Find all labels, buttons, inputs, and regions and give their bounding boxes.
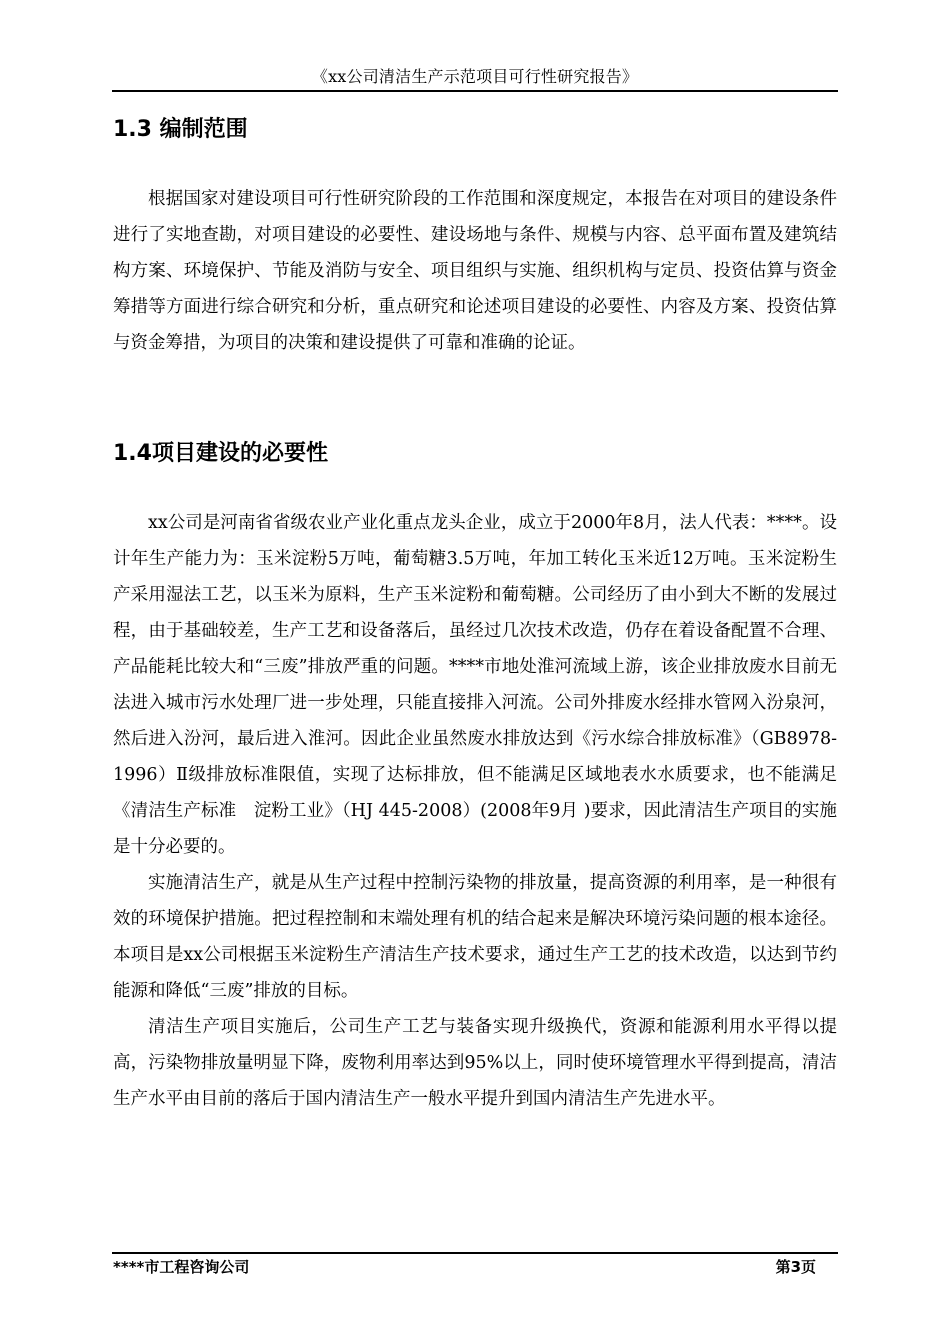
section-heading-1-3: 1.3 编制范围 bbox=[113, 117, 248, 142]
section-body-1-4 bbox=[113, 505, 837, 1117]
paragraph: 实施清洁生产，就是从生产过程中控制污染物的排放量，提高资源的利用率，是一种很有效的环境保护措施。把过程控制和末端处理有机的结合起来是解决环境污染问题的根本途径。本项目是xx公司根据玉米淀粉生产清洁生产技术要求，通过生产工艺的技术改造，以达到节约能源和降低“三废”排放的目标。 bbox=[113, 873, 837, 1001]
page-header-title: 《xx公司清洁生产示范项目可行性研究报告》 bbox=[311, 67, 639, 86]
footer-organization: ****市工程咨询公司 bbox=[113, 1258, 250, 1276]
paragraph: 清洁生产项目实施后，公司生产工艺与装备实现升级换代，资源和能源利用水平得以提高，污染物排放量明显下降，废物利用率达到95%以上，同时使环境管理水平得到提高，清洁生产水平由目前的落后于国内清洁生产一般水平提升到国内清洁生产先进水平。 bbox=[113, 1017, 837, 1109]
footer-divider bbox=[112, 1252, 838, 1254]
section-heading-1-4: 1.4项目建设的必要性 bbox=[113, 441, 328, 466]
footer-page-number: 第3页 bbox=[775, 1258, 816, 1276]
paragraph: 根据国家对建设项目可行性研究阶段的工作范围和深度规定，本报告在对项目的建设条件进行了实地查勘，对项目建设的必要性、建设场地与条件、规模与内容、总平面布置及建筑结构方案、环境保护、节能及消防与安全、项目组织与实施、组织机构与定员、投资估算与资金筹措等方面进行综合研究和分析，重点研究和论述项目建设的必要性、内容及方案、投资估算与资金筹措，为项目的决策和建设提供了可靠和准确的论证。 bbox=[113, 189, 837, 353]
section-body-1-3 bbox=[113, 181, 837, 361]
paragraph: xx公司是河南省省级农业产业化重点龙头企业，成立于2000年8月，法人代表：****。设计年生产能力为：玉米淀粉5万吨，葡萄糖3.5万吨，年加工转化玉米近12万吨。玉米淀粉生产采用湿法工艺，以玉米为原料，生产玉米淀粉和葡萄糖。公司经历了由小到大不断的发展过程，由于基础较差，生产工艺和设备落后，虽经过几次技术改造，仍存在着设备配置不合理、产品能耗比较大和“三废”排放严重的问题。****市地处淮河流域上游，该企业排放废水目前无法进入城市污水处理厂进一步处理，只能直接排入河流。公司外排废水经排水管网入汾泉河，然后进入汾河，最后进入淮河。因此企业虽然废水排放达到《污水综合排放标准》（GB8978-1996）Ⅱ级排放标准限值，实现了达标排放，但不能满足区域地表水水质要求，也不能满足《清洁生产标准 淀粉工业》（HJ 445-2008）(2008年9月 )要求，因此清洁生产项目的实施是十分必要的。 bbox=[113, 513, 837, 857]
header-divider bbox=[112, 90, 838, 92]
